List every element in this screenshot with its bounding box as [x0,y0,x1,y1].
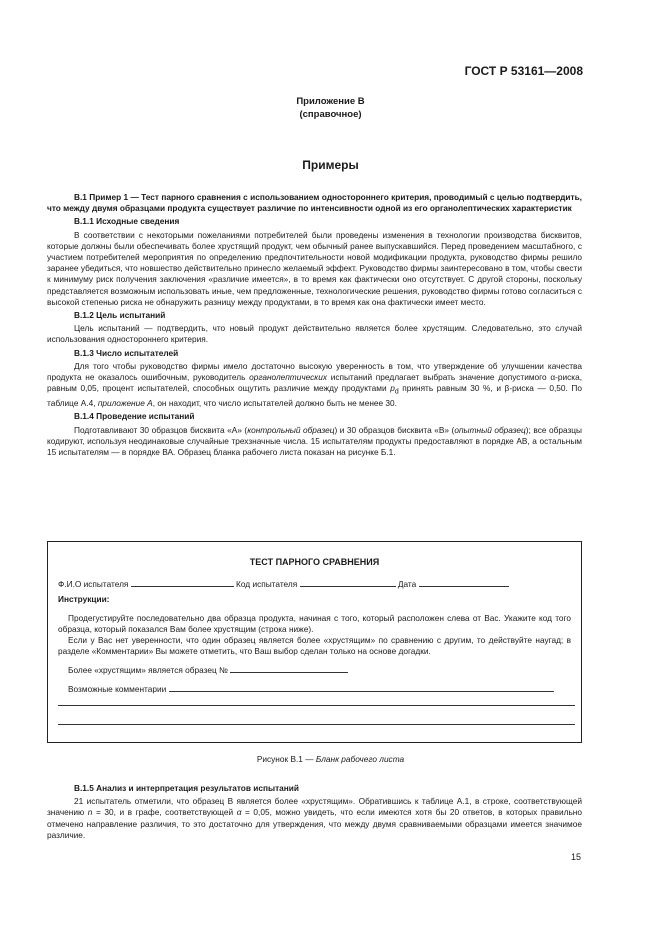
subsection-b12-title: В.1.2 Цель испытаний [74,310,166,321]
code-label: Код испытателя [236,579,298,589]
form-header-row [58,577,571,590]
instruction-1: Продегустируйте последовательно два образца продукта, начиная с того, который расположен слева от Вас. Укажите код того образца, который показался Вам более хрустящим (строка ниже). [58,613,571,635]
comments-row [58,682,571,695]
subsection-b11-title: В.1.1 Исходные сведения [74,216,180,227]
appendix-title: Приложение В [296,96,365,107]
date-label: Дата [397,579,417,589]
section-title: Примеры [302,158,359,172]
subsection-b14-title: В.1.4 Проведение испытаний [74,411,195,422]
instruction-2: Если у Вас нет уверенности, что один образец является более «хрустящим» по сравнению с другим, то действуйте наугад; в разделе «Комментарии» Вы можете отметить, что Ваш выбор сделан только на основе догадки. [58,635,571,657]
comments-field-line-3[interactable] [58,724,575,725]
subsection-b12-text: Цель испытаний — подтвердить, что новый продукт действительно является более хрустящим. Следовательно, это случай использования одностороннего критерия. [47,323,582,345]
subsection-b15-title: В.1.5 Анализ и интерпретация результатов испытаний [74,783,299,793]
crispier-label: Более «хрустящим» является образец № [68,665,228,675]
crispier-sample-field[interactable] [230,663,348,673]
worksheet-form [47,541,582,743]
example-1-intro: В.1 Пример 1 — Тест парного сравнения с использованием одностороннего критерия, проводимый с целью подтвердить, что между двумя образцами продукта существует различие по интенсивности одной из его органолептических характеристик [47,192,582,214]
date-field[interactable] [419,577,509,587]
comments-field-line-1[interactable] [169,682,554,692]
instructions-label: Инструкции: [58,594,110,604]
form-title: ТЕСТ ПАРНОГО СРАВНЕНИЯ [249,557,380,567]
figure-caption: Рисунок В.1 — Бланк рабочего листа [256,754,405,764]
fio-field[interactable] [131,577,234,587]
subsection-b15-text: 21 испытатель отметили, что образец В является более «хрустящим». Обратившись к таблице А.1, в строке, соответствующей значению n = 30, и в графе, соответствующей α = 0,05, можно увидеть, что если имеются хотя бы 20 ответов, в которых правильно отмечено направление различия, то это достаточно для утверждения, что между двумя сравниваемыми образцами имеется значимое различие. [47,796,582,840]
subsection-b13-text: Для того чтобы руководство фирмы имело достаточно высокую уверенность в том, что утверждение об улучшении качества продукта не оказалось ошибочным, руководитель органолептических испытаний предлагает выбрать значение допустимого α-риска, равным 0,05, процент испытателей, способных ощутить различие между продуктами $p_d$ принять равным 30 %, и β-риска — 0,50. По таблице А.4, приложение А, он находит, что число испытателей должно быть не менее 30. [47,360,583,409]
section-b15 [47,781,582,841]
subsection-b14-text: Подготавливают 30 образцов бисквита «А» (контрольный образец) и 30 образцов бисквита «В» (опытный образец); все образцы кодируют, используя неодинаковые случайные трехзначные числа. 15 испытателям продукты предоставляют в порядке АВ, а остальным 15 испытателям — в порядке ВА. Образец бланка рабочего листа показан на рисунке Б.1. [47,424,583,457]
appendix-subtitle: (справочное) [299,109,362,120]
example-1-body [47,192,582,458]
page-number: 15 [570,852,581,862]
subsection-b13-title: В.1.3 Число испытателей [74,347,179,358]
comments-label: Возможные комментарии [68,684,167,694]
fio-label: Ф.И.О испытателя [58,579,129,589]
code-field[interactable] [300,577,396,587]
subsection-b11-text: В соответствии с некоторыми пожеланиями потребителей были проведены изменения в технологии производства бисквитов, которые должны были обеспечивать более хрустящий продукт, чем обычный ранее выпускавшийся. Перед проведением масштабного, с участием потребителей мероприятия по определению предпочтительности новой модификации продукта, руководство фирмы решило заранее убедиться, что новшество действительно принесло желаемый эффект. Руководство фирмы заинтересовано в том, чтобы свести к минимуму риск получения заключения «различие имеется», в то время как фактически оно отсутствует. С другой стороны, поскольку представляется возможным использовать иные, чем предложенные, технологические решения, руководство фирмы готово согласиться с высокой степенью риска не обнаружить разницу между продуктами, в то время как она фактически имеет место. [47,229,582,307]
standard-number: ГОСТ Р 53161—2008 [464,64,583,78]
comments-field-line-2[interactable] [58,705,575,706]
crispier-row [58,663,571,676]
appendix-heading [0,95,661,121]
